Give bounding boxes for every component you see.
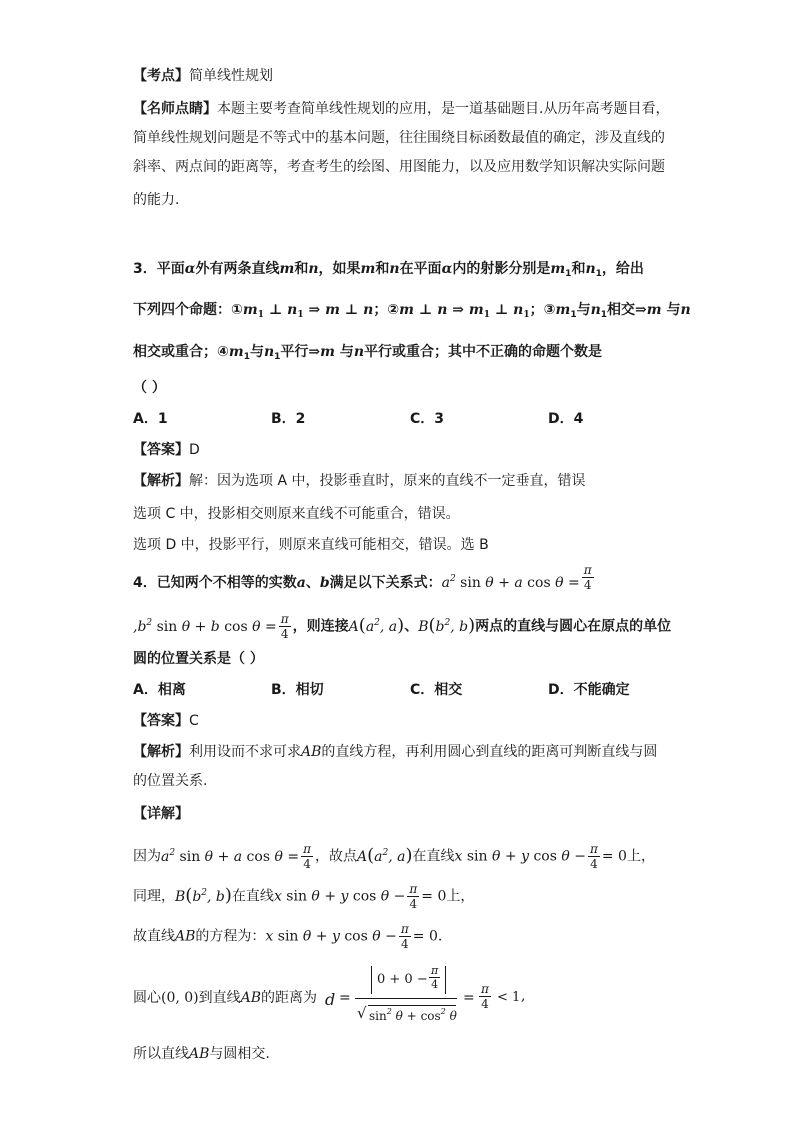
q4-option-d: D．不能确定 — [548, 682, 630, 698]
q4-detail-3: 故直线AB的方程为：x sin θ + y cos θ − $\frac{\pi}{4}$ = 0. — [133, 922, 443, 951]
q3-jiexi-3: 选项 D 中，投影平行，则原来直线可能相交，错误。选 B — [133, 537, 489, 553]
q4-detail-4: 圆心(0, 0)到直线AB的距离为 — [133, 990, 318, 1006]
kaodian-line — [133, 66, 273, 86]
kaodian-tag: 【考点】 — [133, 68, 189, 84]
mingshi-text-1: 本题主要考查简单线性规划的应用，是一道基础题目.从历年高考题目看， — [217, 101, 670, 117]
q3-option-d: D．4 — [548, 411, 584, 427]
mingshi-line-3: 斜率、两点间的距离等，考查考生的绘图、用图能力，以及应用数学知识解决实际问题 — [133, 159, 665, 175]
q4-line-3: 圆的位置关系是（ ） — [133, 651, 264, 667]
mingshi-line-2: 简单线性规划问题是不等式中的基本问题，往往围绕目标函数最值的确定，涉及直线的 — [133, 130, 665, 146]
q4-jiexi-2: 的位置关系. — [133, 773, 208, 789]
q3-option-c: C．3 — [410, 411, 445, 427]
distance-formula: d = 0 + 0 − $\frac{\pi}{4}$ √ $\sin^2 \theta + \cos^2 \theta$ = $\frac{\pi}{4}$ < 1 , — [325, 964, 526, 1023]
q4-detail-5: 所以直线AB与圆相交. — [133, 1046, 270, 1062]
q4-jiexi-1: 【解析】利用设而不求可求AB的直线方程，再利用圆心到直线的距离可判断直线与圆 — [133, 744, 658, 760]
mingshi-line-4: 的能力. — [133, 192, 180, 208]
q4-detail-2: 同理，$B(b^2$, b)在直线x sin θ + y cos θ − $\frac{\pi}{4}$ = 0上， — [133, 882, 475, 911]
q3-paren: （ ） — [133, 380, 166, 396]
kaodian-text: 简单线性规划 — [189, 68, 273, 84]
q3-line-3: 相交或重合；$④m_1$与$n_1$平行⇒m 与n平行或重合；其中不正确的命题个数是 — [133, 344, 603, 362]
q3-line-1: 3．平面α外有两条直线m和n，如果m和n在平面α内的射影分别是$m_1$和$n_1$，给出 — [133, 261, 644, 279]
q3-answer: 【答案】D — [133, 442, 200, 458]
q4-line-1: 4．已知两个不相等的实数a、b满足以下关系式：$a^2$ sin θ + a cos θ = $\frac{\pi}{4}$ — [133, 562, 592, 592]
q3-option-a: A．1 — [133, 411, 168, 427]
mingshi-tag: 【名师点睛】 — [133, 101, 217, 117]
q4-answer: 【答案】C — [133, 713, 199, 729]
q3-line-2: 下列四个命题：$①m_1$ ⊥ $n_1$ ⇒ m ⊥ n；②m ⊥ n ⇒ $m_1$ ⊥ $n_1$；$③m_1$与$n_1$相交⇒m 与n — [133, 302, 691, 320]
q4-option-c: C．相交 — [410, 682, 463, 698]
q4-option-a: A．相离 — [133, 682, 186, 698]
q4-option-b: B．相切 — [271, 682, 324, 698]
q3-jiexi-1: 【解析】解：因为选项 A 中，投影垂直时，原来的直线不一定垂直，错误 — [133, 473, 586, 489]
q4-line-2: $,b^2$ sin θ + b cos θ = $\frac{\pi}{4}$ ，则连接$A(a^2$, a)、$B(b^2$, b)两点的直线与圆心在原点的单位 — [133, 612, 672, 641]
q4-xiangjie-tag: 【详解】 — [133, 806, 189, 822]
q4-detail-1: 因为$a^2$ sin θ + a cos θ = $\frac{\pi}{4}$ ，故点$A(a^2$, a)在直线x sin θ + y cos θ − $\frac{\pi}{4}$ = 0上， — [133, 842, 655, 871]
q3-option-b: B．2 — [271, 411, 306, 427]
mingshi-line-1 — [133, 99, 669, 119]
q3-jiexi-2: 选项 C 中，投影相交则原来直线不可能重合，错误。 — [133, 506, 460, 522]
